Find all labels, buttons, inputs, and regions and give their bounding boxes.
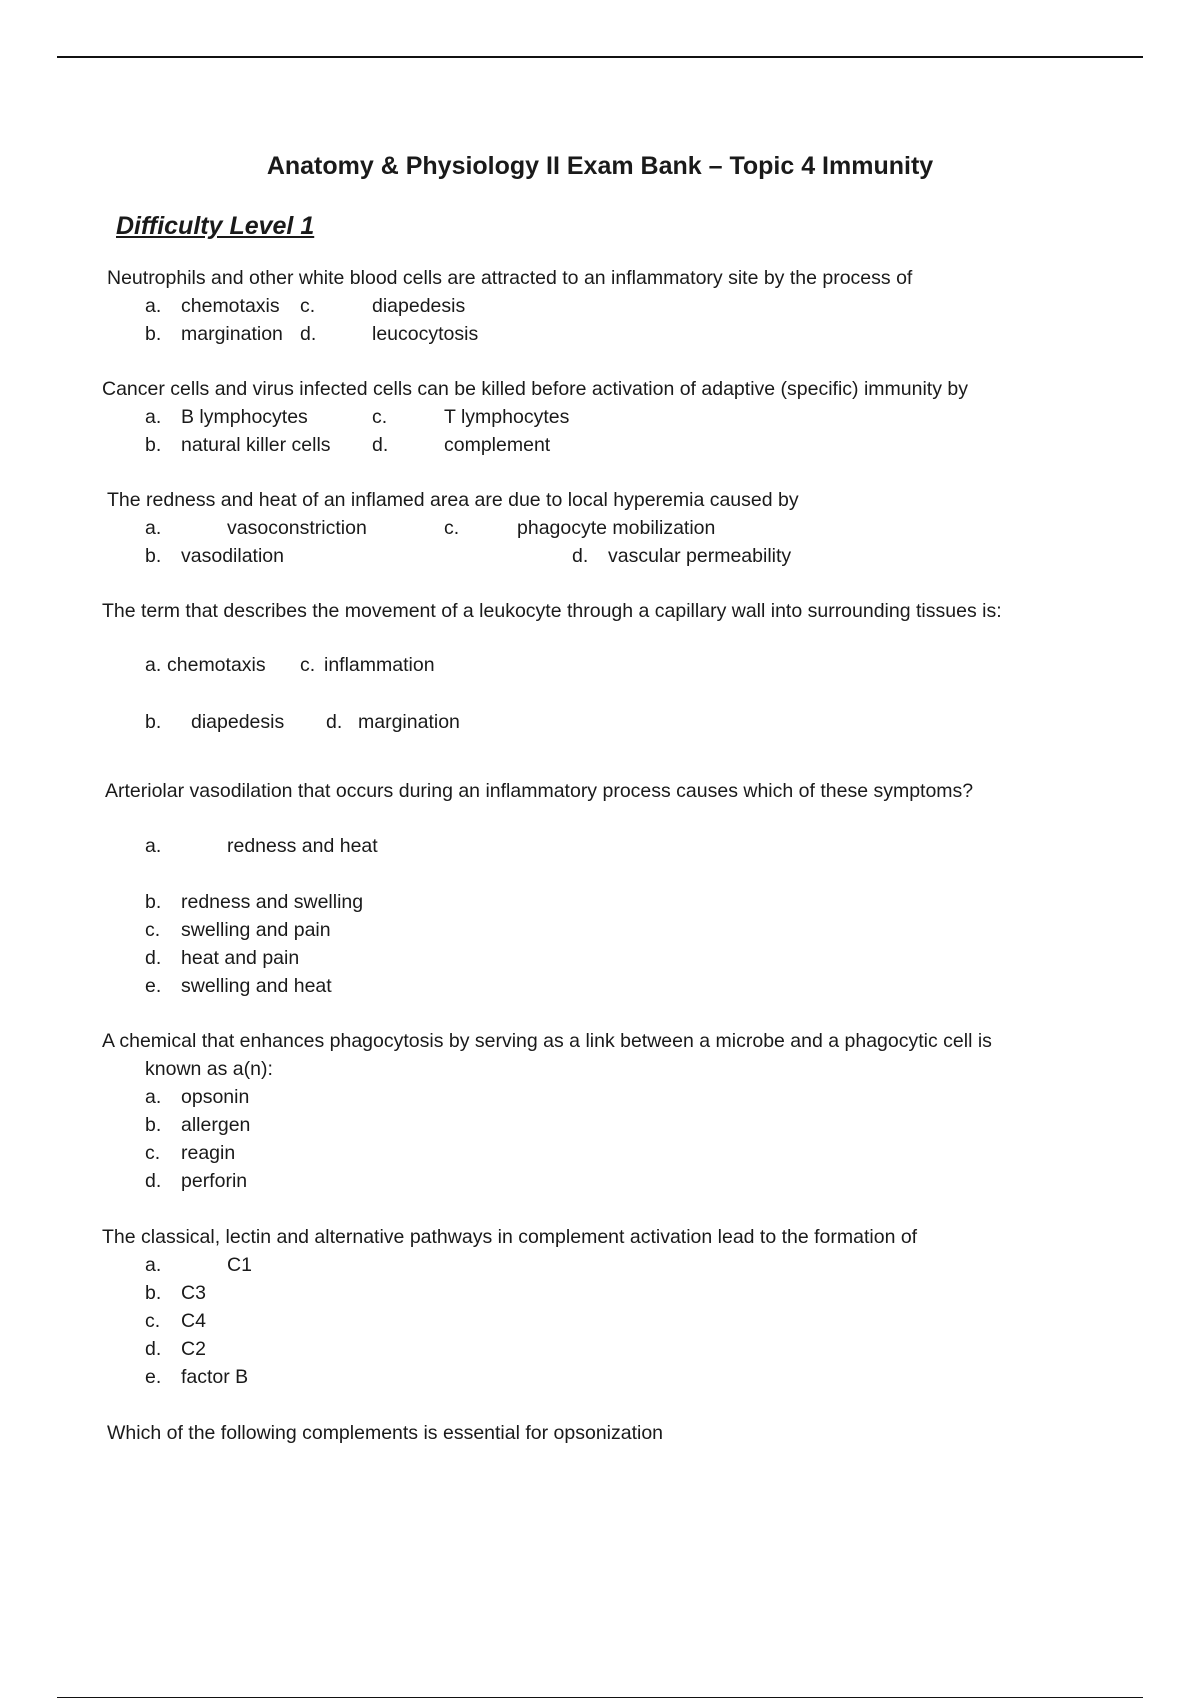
option-text: C3 xyxy=(181,1282,206,1304)
option-letter: d. xyxy=(300,323,317,345)
option-letter: d. xyxy=(145,1170,162,1192)
question-stem: The redness and heat of an inflamed area are due to local hyperemia caused by xyxy=(107,489,799,511)
question-stem: Arteriolar vasodilation that occurs during an inflammatory process causes which of these symptoms? xyxy=(105,780,974,802)
option-letter: a. xyxy=(145,406,162,428)
option-text: swelling and heat xyxy=(181,975,332,997)
option-letter: c. xyxy=(145,1310,161,1332)
option-letter: b. xyxy=(145,1114,162,1136)
option-letter: b. xyxy=(145,323,162,345)
option-text: B lymphocytes xyxy=(181,406,308,428)
option-letter: d. xyxy=(145,1338,162,1360)
option-text: C1 xyxy=(227,1254,252,1276)
option-text: vasodilation xyxy=(181,545,284,567)
option-text: chemotaxis xyxy=(167,654,266,676)
option-letter: b. xyxy=(145,711,162,733)
section-heading: Difficulty Level 1 xyxy=(116,212,315,240)
option-letter: b. xyxy=(145,434,162,456)
option-letter: d. xyxy=(145,947,162,969)
option-text: complement xyxy=(444,434,551,456)
option-text: diapedesis xyxy=(372,295,466,317)
option-text: perforin xyxy=(181,1170,248,1192)
option-text: leucocytosis xyxy=(372,323,479,345)
option-text: margination xyxy=(181,323,283,345)
option-letter: d. xyxy=(572,545,589,567)
top-rule xyxy=(57,56,1143,58)
option-letter: a. xyxy=(145,295,162,317)
question-stem: A chemical that enhances phagocytosis by serving as a link between a microbe and a phagocytic cell is xyxy=(102,1030,992,1052)
option-text: T lymphocytes xyxy=(444,406,570,428)
option-text: C2 xyxy=(181,1338,206,1360)
option-letter: a. xyxy=(145,1254,162,1276)
option-letter: e. xyxy=(145,975,162,997)
option-text: swelling and pain xyxy=(181,919,331,941)
option-text: reagin xyxy=(181,1142,236,1164)
option-letter: c. xyxy=(372,406,388,428)
option-text: chemotaxis xyxy=(181,295,280,317)
option-text: vasoconstriction xyxy=(227,517,367,539)
option-text: inflammation xyxy=(324,654,435,676)
page-title: Anatomy & Physiology II Exam Bank – Topic 4 Immunity xyxy=(266,152,934,180)
option-letter: d. xyxy=(372,434,389,456)
question-stem-continued: known as a(n): xyxy=(145,1058,273,1080)
question-stem: The term that describes the movement of a leukocyte through a capillary wall into surrounding tissues is: xyxy=(102,600,1002,622)
option-letter: e. xyxy=(145,1366,162,1388)
option-letter: a. xyxy=(145,1086,162,1108)
option-text: diapedesis xyxy=(191,711,285,733)
question-stem: Cancer cells and virus infected cells can be killed before activation of adaptive (specific) immunity by xyxy=(102,378,968,400)
bottom-rule xyxy=(57,1697,1143,1698)
option-letter: b. xyxy=(145,891,162,913)
option-letter: a. xyxy=(145,654,162,676)
option-text: redness and heat xyxy=(227,835,378,857)
option-text: margination xyxy=(358,711,460,733)
option-text: C4 xyxy=(181,1310,206,1332)
option-letter: c. xyxy=(300,295,316,317)
option-letter: c. xyxy=(444,517,460,539)
option-letter: c. xyxy=(300,654,316,676)
option-letter: c. xyxy=(145,919,161,941)
option-text: redness and swelling xyxy=(181,891,364,913)
option-text: vascular permeability xyxy=(608,545,792,567)
option-letter: a. xyxy=(145,835,162,857)
option-letter: a. xyxy=(145,517,162,539)
option-letter: b. xyxy=(145,545,162,567)
option-text: phagocyte mobilization xyxy=(517,517,716,539)
option-text: heat and pain xyxy=(181,947,300,969)
option-text: natural killer cells xyxy=(181,434,331,456)
option-text: factor B xyxy=(181,1366,249,1388)
option-text: opsonin xyxy=(181,1086,250,1108)
option-letter: d. xyxy=(326,711,343,733)
question-stem: Which of the following complements is essential for opsonization xyxy=(107,1422,664,1444)
question-stem: The classical, lectin and alternative pathways in complement activation lead to the formation of xyxy=(102,1226,918,1248)
option-letter: c. xyxy=(145,1142,161,1164)
question-stem: Neutrophils and other white blood cells are attracted to an inflammatory site by the process of xyxy=(107,267,913,289)
option-letter: b. xyxy=(145,1282,162,1304)
option-text: allergen xyxy=(181,1114,251,1136)
